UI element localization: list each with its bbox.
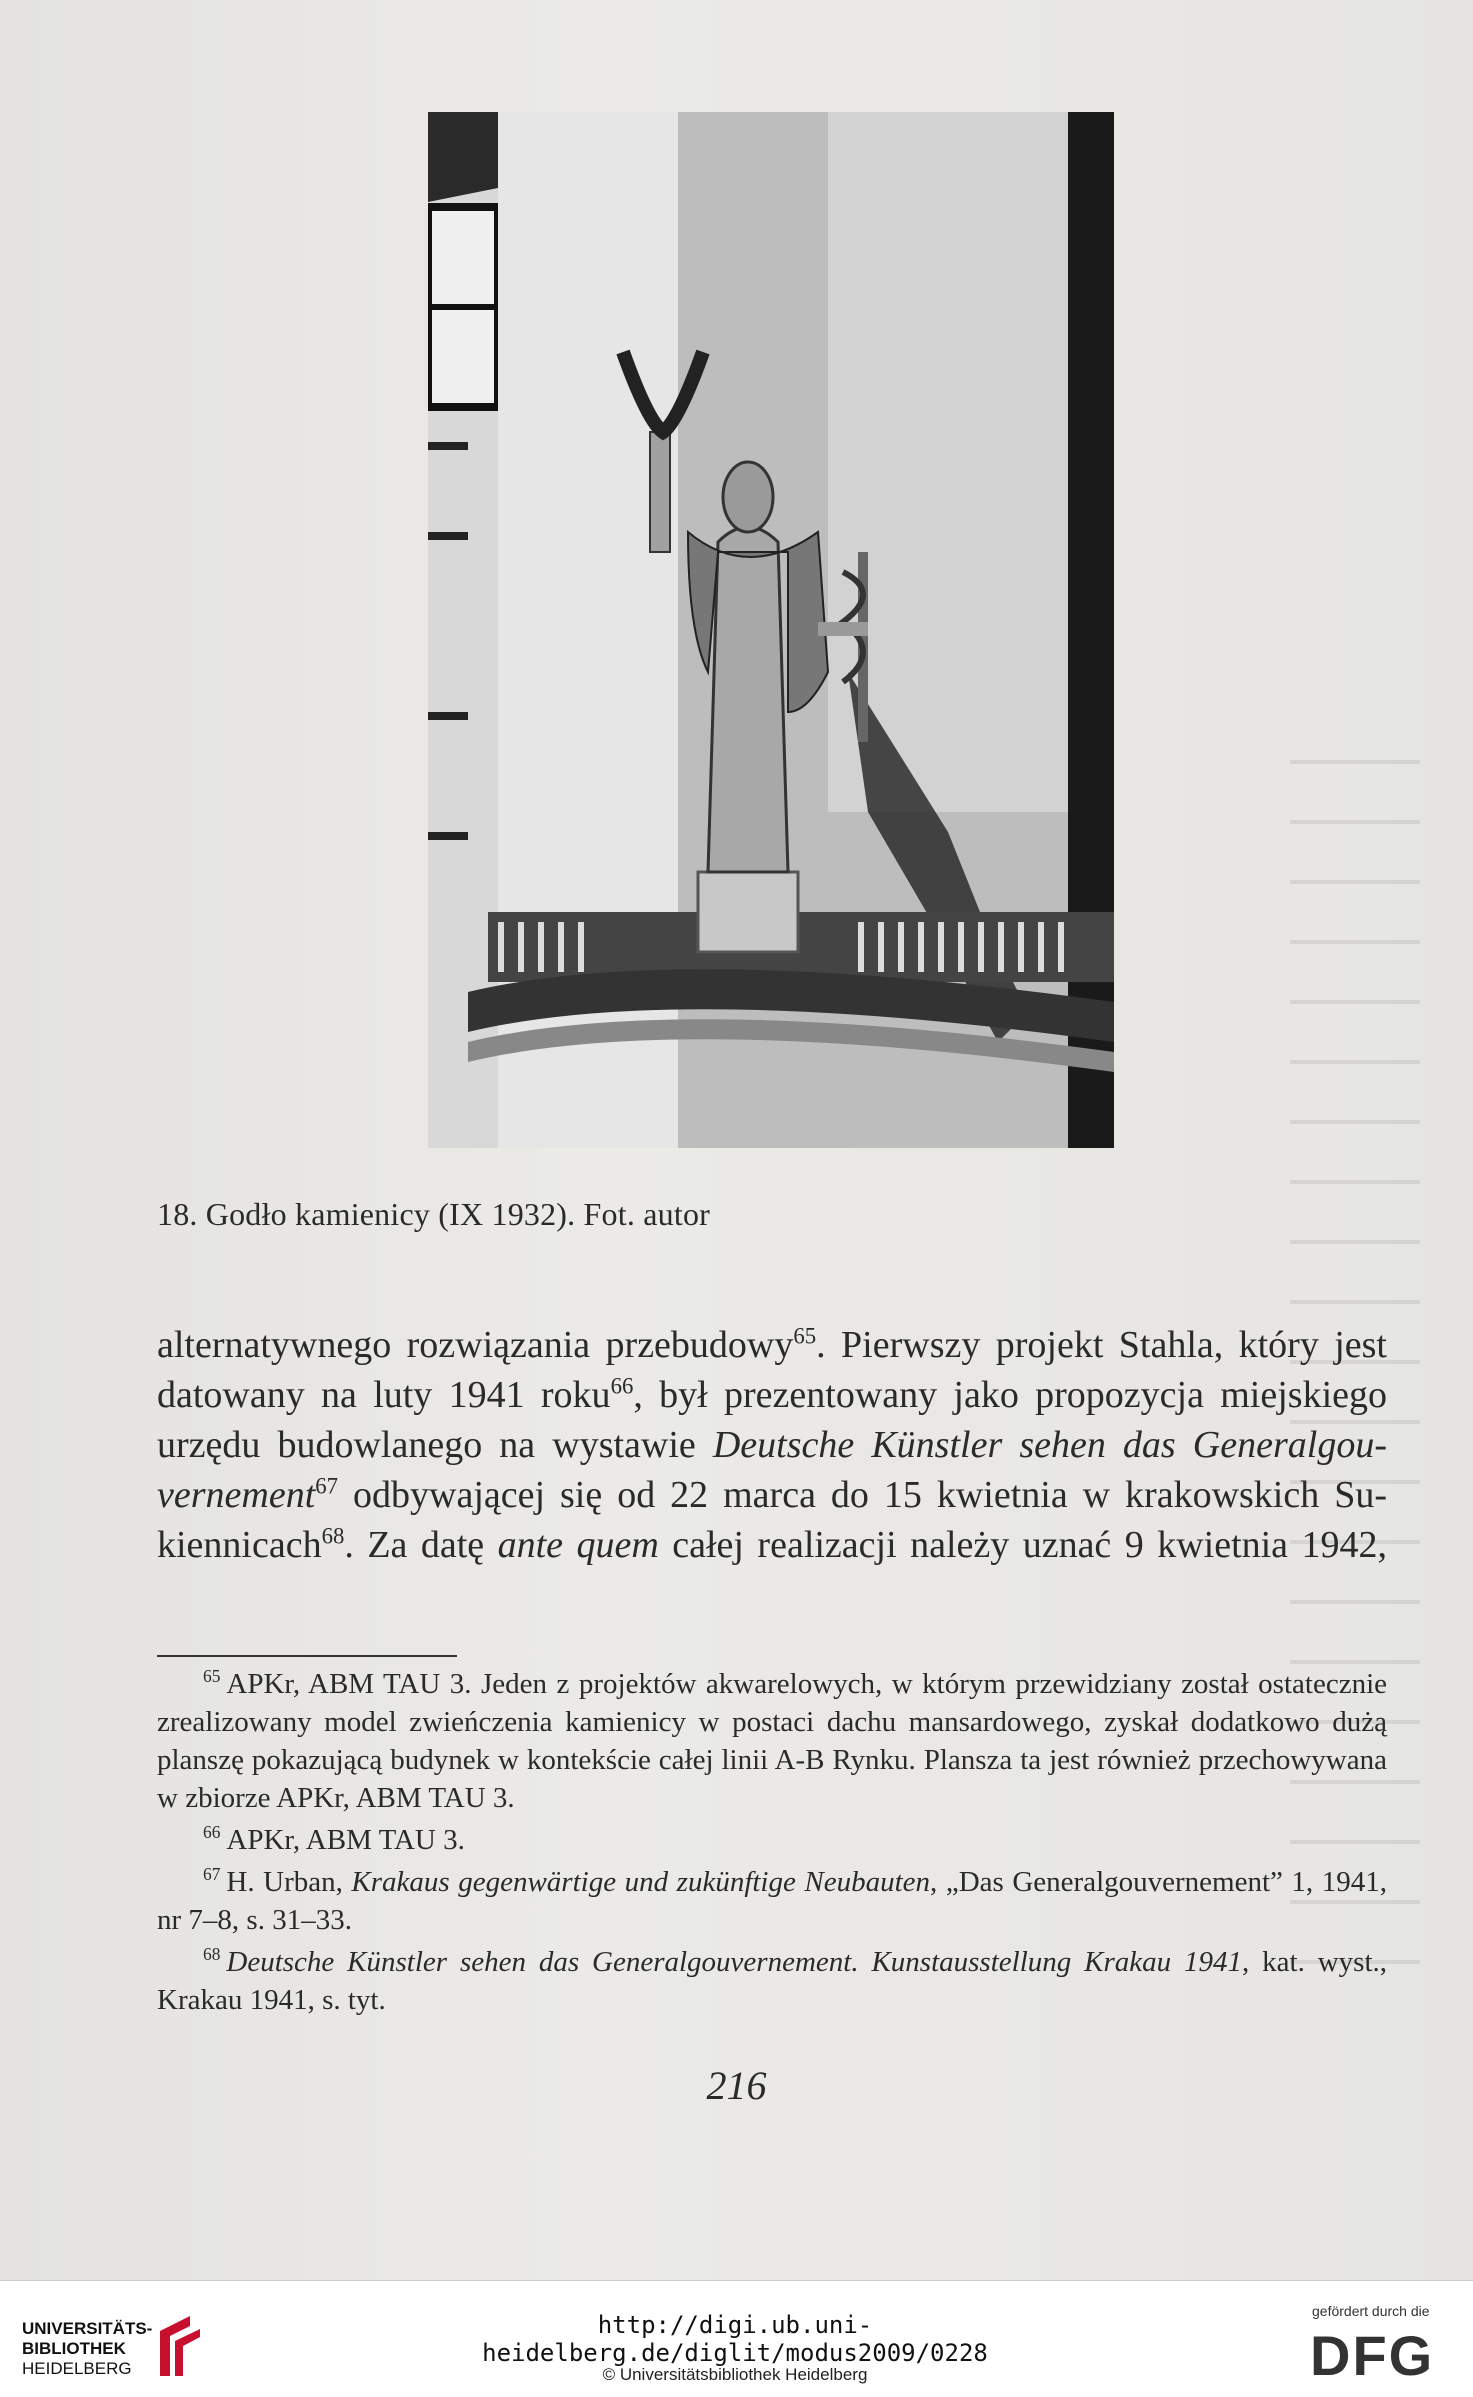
- footnote-number: 68: [203, 1944, 221, 1965]
- footnotes: [157, 1665, 1387, 2023]
- footnote-ref[interactable]: 66: [610, 1373, 634, 1399]
- library-logo[interactable]: [22, 2319, 152, 2379]
- footnote-number: 65: [203, 1666, 221, 1687]
- footnote-66: [157, 1821, 1387, 1859]
- page-number: 216: [706, 2063, 767, 2108]
- footnote-68: [157, 1943, 1387, 2019]
- exhibition-title-cont: vernement: [157, 1474, 316, 1516]
- body-line: [157, 1370, 1387, 1420]
- footnote-text: APKr, ABM TAU 3. Jeden z projektów akwarelowych, w którym przewidziany został ostatecznie zrealizowany model zwieńczenia kamienicy w postaci dachu mansardowego, zyskał dodatkowo dużą planszę pokazującą budynek w kontekście całej linii A-B Rynku. Plansza ta jest również przechowywana w zbiorze APKr, ABM TAU 3.: [157, 1668, 1387, 1814]
- footer-bar: [0, 2280, 1473, 2397]
- library-line3: HEIDELBERG: [22, 2359, 132, 2378]
- footnote-ref[interactable]: 65: [793, 1323, 817, 1349]
- footnote-ref[interactable]: 67: [315, 1473, 339, 1499]
- body-line: [157, 1470, 1387, 1520]
- footnote-number: 67: [203, 1864, 221, 1885]
- text-run: kiennicach: [157, 1524, 322, 1566]
- footnote-ref[interactable]: 68: [321, 1523, 345, 1549]
- footnote-title: Krakaus gegenwärtige und zukünftige Neubauten: [351, 1866, 931, 1898]
- text-run: alternatywnego rozwiązania przebudowy: [157, 1324, 794, 1366]
- footnote-number: 66: [203, 1822, 221, 1843]
- document-url-link[interactable]: http://digi.ub.uni-heidelberg.de/diglit/modus2009/0228: [482, 2311, 988, 2367]
- text-run: odbywającej się od 22 marca do 15 kwietnia w krakowskich Su-: [338, 1474, 1387, 1516]
- footnote-title: Deutsche Künstler sehen das Generalgouvernement. Kunstausstellung Krakau 1941: [226, 1946, 1243, 1978]
- text-run: , był prezentowany jako propozycja miejskiego: [633, 1374, 1387, 1416]
- text-run: całej realizacji należy uznać 9 kwietnia 1942,: [658, 1524, 1387, 1566]
- body-line: [157, 1320, 1387, 1370]
- footnote-text: APKr, ABM TAU 3.: [226, 1824, 465, 1856]
- library-mark-icon: [150, 2311, 210, 2381]
- library-line1: UNIVERSITÄTS-: [22, 2319, 153, 2338]
- building-emblem-photo: [428, 112, 1114, 1148]
- dfg-logo[interactable]: DFG: [1310, 2324, 1435, 2387]
- text-run: urzędu budowlanego na wystawie: [157, 1424, 713, 1466]
- footnote-65: [157, 1665, 1387, 1817]
- exhibition-title: Deutsche Künstler sehen das Generalgou-: [712, 1424, 1387, 1466]
- text-run: . Za datę: [344, 1524, 498, 1566]
- body-line: [157, 1420, 1387, 1470]
- text-run: datowany na luty 1941 roku: [157, 1374, 611, 1416]
- text-run: . Pierwszy projekt Stahla, który jest: [816, 1324, 1387, 1366]
- footnote-text: H. Urban,: [226, 1866, 352, 1898]
- footnote-text: , „Das Generalgouvernement” 1, 1941, nr 7–8, s. 31–33.: [157, 1866, 1387, 1936]
- footnote-67: [157, 1863, 1387, 1939]
- footnote-text: , kat. wyst., Krakau 1941, s. tyt.: [157, 1946, 1388, 2016]
- figure-caption: 18. Godło kamienicy (IX 1932). Fot. autor: [157, 1196, 710, 1232]
- library-line2: BIBLIOTHEK: [22, 2339, 126, 2358]
- footnote-divider: [157, 1655, 457, 1657]
- body-line: [157, 1520, 1387, 1570]
- funding-label: gefördert durch die: [1312, 2303, 1430, 2319]
- body-paragraph: [157, 1320, 1387, 1570]
- copyright-notice: © Universitätsbibliothek Heidelberg: [602, 2365, 868, 2384]
- latin-term: ante quem: [497, 1524, 659, 1566]
